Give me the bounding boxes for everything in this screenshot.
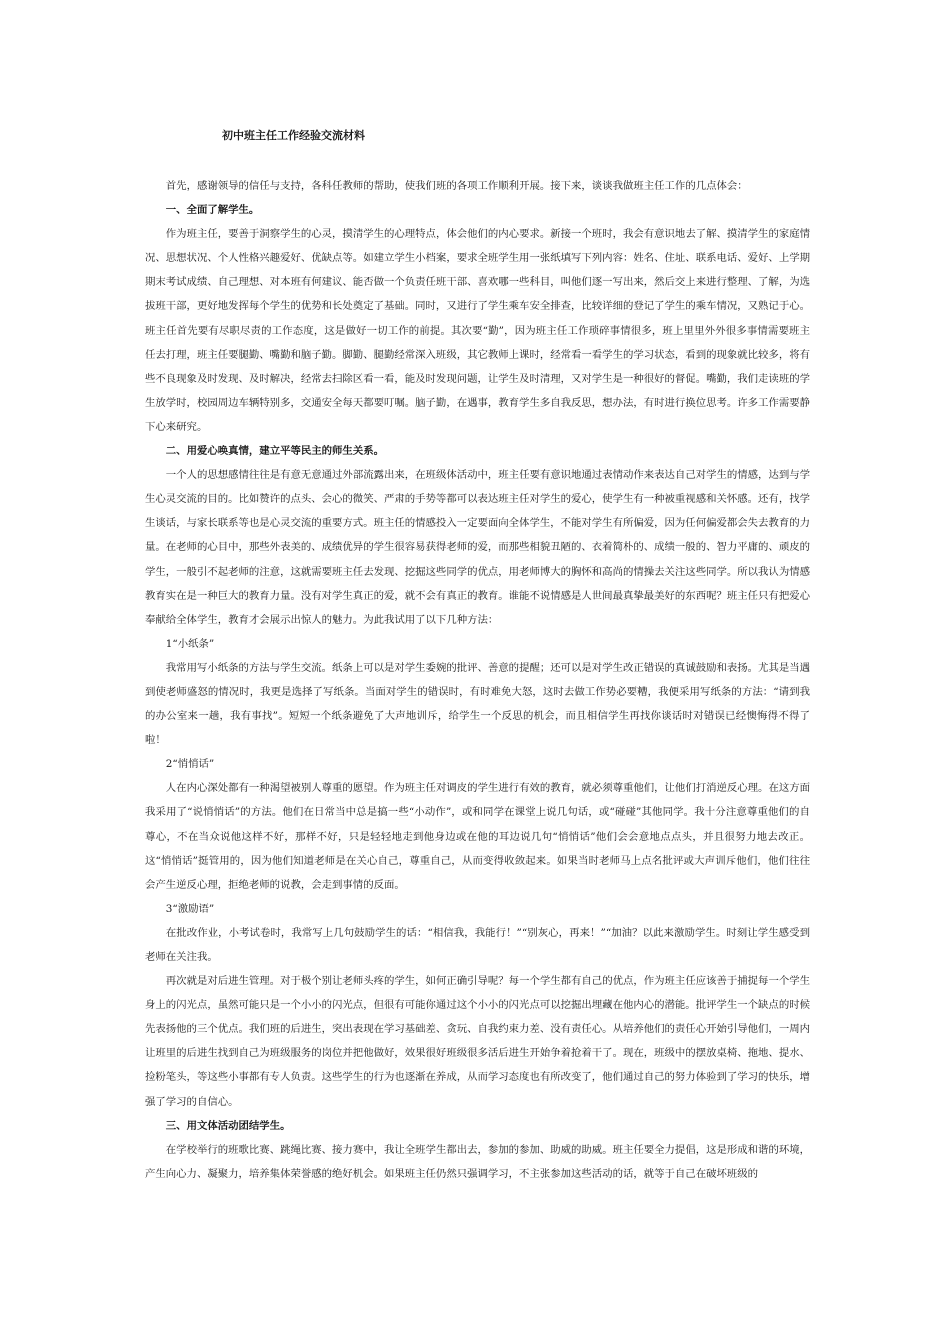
section-heading-1: 一、全面了解学生。 [165, 204, 260, 217]
section-1-paragraph: 作为班主任，要善于洞察学生的心灵，摸清学生的心理特点，体会他们的内心要求。新接一个班时，我会有意识地去了解、摸清学生的家庭情况、思想状况、个人性格兴趣爱好、优缺点等。如建立学生小档案，要求全班学生用一张纸填写下列内容：姓名、住址、联系电话、爱好、上学期期末考试成绩、自己理想、对本班有何建议、能否做一个负责任班干部、喜欢哪一些科目，叫他们逐一写出来，然后交上来进行整理、了解，为选拔班干部，更好地发挥每个学生的优势和长处奠定了基础。同时，又进行了学生乘车安全排查，比较详细的登记了学生的乘车情况，又熟记于心。班主任首先要有尽职尽责的工作态度，这是做好一切工作的前提。其次要“勤”，因为班主任工作琐碎事情很多，班上里里外外很多事情需要班主任去打理，班主任要腿勤、嘴勤和脑子勤。脚勤、腿勤经常深入班级，其它教师上课时，经常看一看学生的学习状态，看到的现象就比较多，将有些不良现象及时发现、及时解决，经常去扫除区看一看，能及时发现问题，让学生及时清理，又对学生是一种很好的督促。嘴勤，我们走读班的学生放学时，校园周边车辆特别多，交通安全每天都要叮嘱。脑子勤，在遇事，教育学生多自我反思，想办法，有时进行换位思考。许多工作需要静下心来研究。 [145, 228, 811, 433]
method-heading-1: 1“小纸条” [165, 637, 215, 650]
method-heading-2: 2“悄悄话” [165, 758, 215, 771]
method-3-paragraph: 在批改作业，小考试卷时，我常写上几句鼓励学生的话：“相信我，我能行！”“别灰心，再来！”“加油？以此来激励学生。时刻让学生感受到老师在关注我。 [145, 926, 810, 963]
document-body [145, 174, 810, 1186]
method-2-paragraph: 人在内心深处都有一种渴望被别人尊重的愿望。作为班主任对调皮的学生进行有效的教育，就必须尊重他们，让他们打消逆反心理。在这方面我采用了“说悄悄话”的方法。他们在日常当中总是搞一些“小动作”，或和同学在课堂上说几句话，或“碰碰”其他同学。我十分注意尊重他们的自尊心，不在当众说他这样不好，那样不好，只是轻轻地走到他身边或在他的耳边说几句“悄悄话”他们会会意地点点头，并且很努力地去改正。这“悄悄话”挺管用的，因为他们知道老师是在关心自己，尊重自己，从而变得收敛起来。如果当时老师马上点名批评或大声训斥他们，他们往往会产生逆反心理，拒绝老师的说教，会走到事情的反面。 [145, 782, 811, 891]
section-heading-2: 二、用爱心唤真情，建立平等民主的师生关系。 [165, 445, 384, 458]
section-3-paragraph: 在学校举行的班歌比赛、跳绳比赛、接力赛中，我让全班学生都出去，参加的参加、助威的助威。班主任要全力提倡，这是形成和谐的环境，产生向心力、凝聚力，培养集体荣誉感的绝好机会。如果班主任仍然只强调学习，不主张参加这些活动的话，就等于自己在破坏班级的 [145, 1143, 811, 1180]
method-1-paragraph: 我常用写小纸条的方法与学生交流。纸条上可以是对学生委婉的批评、善意的提醒；还可以是对学生改正错误的真诚鼓励和表扬。尤其是当遇到使老师盛怒的情况时，我更是选择了写纸条。当面对学生的错误时，有时难免大怒，这时去做工作势必要糟，我便采用写纸条的方法：“请到我的办公室来一趟，我有事找”。短短一个纸条避免了大声地训斥，给学生一个反思的机会，而且相信学生再找你谈话时对错误已经懊悔得不得了啦！ [145, 661, 811, 747]
document-title: 初中班主任工作经验交流材料 [222, 129, 365, 142]
section-2-paragraph: 一个人的思想感情往往是有意无意通过外部流露出来，在班级体活动中，班主任要有意识地通过表情动作来表达自己对学生的情感，达到与学生心灵交流的目的。比如赞许的点头、会心的微笑、严肃的手势等都可以表达班主任对学生的爱心，使学生有一种被重视感和关怀感。还有，找学生谈话，与家长联系等也是心灵交流的重要方式。班主任的情感投入一定要面向全体学生，不能对学生有所偏爱，因为任何偏爱都会失去教育的力量。在老师的心目中，那些外表美的、成绩优异的学生很容易获得老师的爱，而那些相貌丑陋的、衣着简朴的、成绩一般的、智力平庸的、顽皮的学生，一般引不起老师的注意，这就需要班主任去发现、挖掘这些同学的优点，用老师博大的胸怀和高尚的情操去关注这些同学。所以我认为情感教育实在是一种巨大的教育力量。没有对学生真正的爱，就不会有真正的教育。谁能不说情感是人世间最真挚最美好的东西呢？班主任只有把爱心奉献给全体学生，教育才会展示出惊人的魅力。为此我试用了以下几种方法： [145, 469, 811, 626]
section-heading-3: 三、用文体活动团结学生。 [165, 1119, 291, 1132]
backward-students-paragraph: 再次就是对后进生管理。对于极个别让老师头疼的学生，如何正确引导呢？每一个学生都有自己的优点，作为班主任应该善于捕捉每一个学生身上的闪光点，虽然可能只是一个小小的闪光点，但很有可能你通过这个小小的闪光点可以挖掘出埋藏在他内心的潜能。批评学生一个缺点的时候先表扬他的三个优点。我们班的后进生，突出表现在学习基础差、贪玩、自我约束力差、没有责任心。从培养他们的责任心开始引导他们，一周内让班里的后进生找到自己为班级服务的岗位并把他做好，效果很好班级很多活后进生开始争着抢着干了。现在，班级中的摆放桌椅、拖地、提水、捡粉笔头，等这些小事都有专人负责。这些学生的行为也逐渐在养成，从而学习态度也有所改变了，他们通过自己的努力体验到了学习的快乐，增强了学习的自信心。 [145, 975, 811, 1108]
method-heading-3: 3“激励语” [165, 902, 215, 915]
intro-paragraph: 首先，感谢领导的信任与支持，各科任教师的帮助，使我们班的各项工作顺利开展。接下来，谈谈我做班主任工作的几点体会： [165, 180, 748, 192]
